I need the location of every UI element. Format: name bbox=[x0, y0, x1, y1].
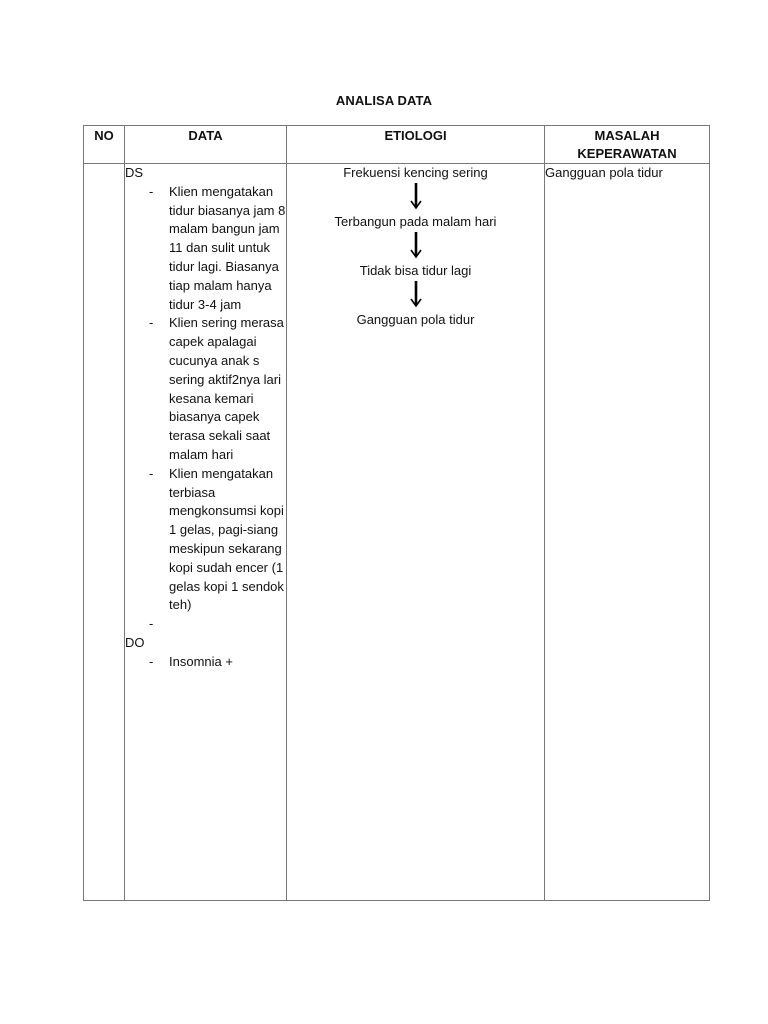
header-etiologi: ETIOLOGI bbox=[287, 126, 545, 164]
ds-item-text: Klien mengatakan tidur biasanya jam 8 malam bangun jam 11 dan sulit untuk tidur lagi. Biasanya tiap malam hanya tidur 3-4 jam bbox=[169, 183, 286, 312]
ds-list bbox=[125, 183, 286, 634]
ds-item-text: Klien sering merasa capek apalagai cucunya anak s sering aktif2nya lari kesana kemari biasanya capek terasa sekali saat malam hari bbox=[169, 315, 284, 462]
list-item: - Klien mengatakan tidur biasanya jam 8 malam bangun jam 11 dan sulit untuk tidur lagi. Biasanya tiap malam hanya tidur 3-4 jam bbox=[149, 183, 286, 312]
analisa-data-table bbox=[83, 125, 710, 901]
list-item: - Klien mengatakan terbiasa mengkonsumsi kopi 1 gelas, pagi-siang meskipun sekarang kopi sudah encer (1 gelas kopi 1 sendok teh) bbox=[149, 465, 284, 613]
etiologi-step: Gangguan pola tidur bbox=[356, 312, 475, 327]
no-cell bbox=[84, 164, 125, 901]
arrow-down-icon bbox=[408, 279, 424, 311]
arrow-down-icon bbox=[408, 181, 424, 213]
etiologi-cell bbox=[287, 164, 545, 901]
header-data: DATA bbox=[125, 126, 287, 164]
table-row bbox=[84, 164, 710, 901]
ds-item-text: Klien mengatakan terbiasa mengkonsumsi kopi 1 gelas, pagi-siang meskipun sekarang kopi sudah encer (1 gelas kopi 1 sendok teh) bbox=[169, 465, 284, 613]
etiologi-step: Terbangun pada malam hari bbox=[334, 214, 497, 229]
data-cell bbox=[125, 164, 287, 901]
header-row bbox=[84, 126, 710, 164]
etiologi-step: Frekuensi kencing sering bbox=[343, 165, 488, 180]
list-item: - Insomnia + bbox=[149, 653, 233, 669]
do-item-text: Insomnia + bbox=[169, 653, 233, 669]
list-item: - bbox=[149, 616, 154, 632]
do-label: DO bbox=[125, 634, 145, 650]
document-title: ANALISA DATA bbox=[335, 93, 433, 108]
ds-label: DS bbox=[125, 165, 144, 180]
masalah-cell: Gangguan pola tidur bbox=[545, 164, 710, 901]
arrow-down-icon bbox=[408, 230, 424, 262]
header-no: NO bbox=[84, 126, 125, 164]
etiologi-step: Tidak bisa tidur lagi bbox=[359, 263, 472, 278]
do-list bbox=[125, 653, 286, 672]
list-item: - Klien sering merasa capek apalagai cucunya anak s sering aktif2nya lari kesana kemari biasanya capek terasa sekali saat malam hari bbox=[149, 315, 284, 462]
header-masalah: MASALAH KEPERAWATAN bbox=[545, 126, 710, 164]
